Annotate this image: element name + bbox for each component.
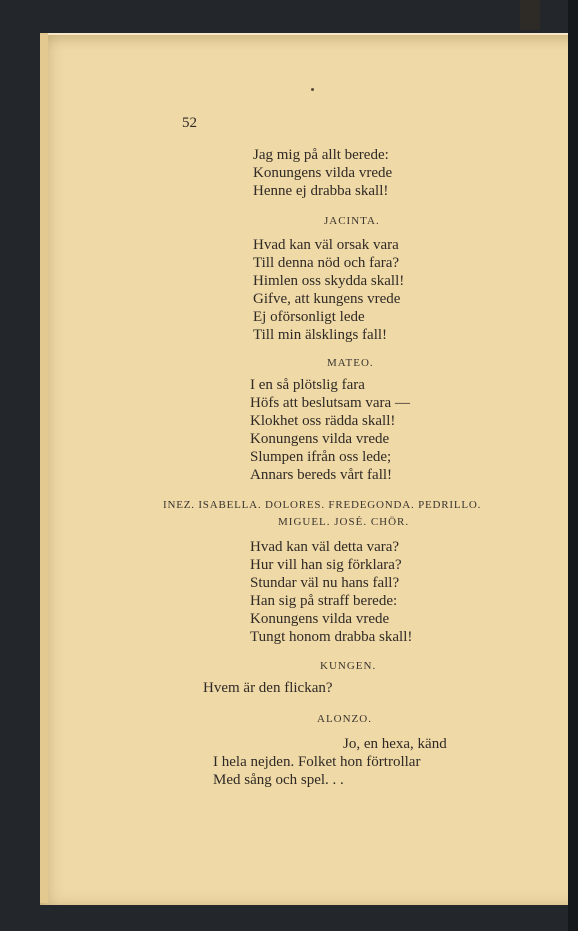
verse-line: Ej oförsonligt lede — [253, 309, 365, 325]
verse-line: Konungens vilda vrede — [253, 165, 393, 181]
verse-line: Till denna nöd och fara? — [253, 255, 400, 271]
chorus-speakers: MIGUEL. JOSÉ. CHÖR. — [278, 516, 410, 528]
verse-line: I hela nejden. Folket hon förtrollar — [213, 754, 421, 770]
ink-speck — [311, 88, 314, 91]
chorus-speakers: INEZ. ISABELLA. DOLORES. FREDEGONDA. PEDRILLO. — [163, 499, 482, 511]
speaker-name: MATEO. — [327, 357, 374, 369]
verse-line: Till min älsklings fall! — [253, 327, 388, 343]
page-gutter-shadow — [40, 33, 48, 903]
background-edge — [520, 0, 540, 30]
speaker-name: ALONZO. — [317, 713, 372, 725]
verse-line: Hvem är den flickan? — [203, 680, 333, 696]
speaker-name: JACINTA. — [324, 215, 380, 227]
verse-line: Annars bereds vårt fall! — [250, 467, 393, 483]
verse-line: Tungt honom drabba skall! — [250, 629, 413, 645]
verse-line: I en så plötslig fara — [250, 377, 365, 393]
verse-line: Höfs att beslutsam vara — — [250, 395, 410, 411]
verse-line: Konungens vilda vrede — [250, 431, 390, 447]
verse-line: Stundar väl nu hans fall? — [250, 575, 400, 591]
verse-line: Konungens vilda vrede — [250, 611, 390, 627]
verse-line: Jo, en hexa, känd — [343, 736, 447, 752]
verse-line: Hvad kan väl orsak vara — [253, 237, 399, 253]
page-number: 52 — [182, 115, 197, 131]
speaker-name: KUNGEN. — [320, 660, 377, 672]
verse-line: Med sång och spel. . . — [213, 772, 344, 788]
verse-line: Himlen oss skydda skall! — [253, 273, 405, 289]
verse-line: Klokhet oss rädda skall! — [250, 413, 396, 429]
verse-line: Gifve, att kungens vrede — [253, 291, 401, 307]
verse-line: Jag mig på allt berede: — [253, 147, 389, 163]
background-right-strip — [568, 0, 578, 931]
verse-line: Henne ej drabba skall! — [253, 183, 389, 199]
verse-line: Han sig på straff berede: — [250, 593, 398, 609]
verse-line: Hur vill han sig förklara? — [250, 557, 402, 573]
verse-line: Slumpen ifrån oss lede; — [250, 449, 392, 465]
verse-line: Hvad kan väl detta vara? — [250, 539, 400, 555]
